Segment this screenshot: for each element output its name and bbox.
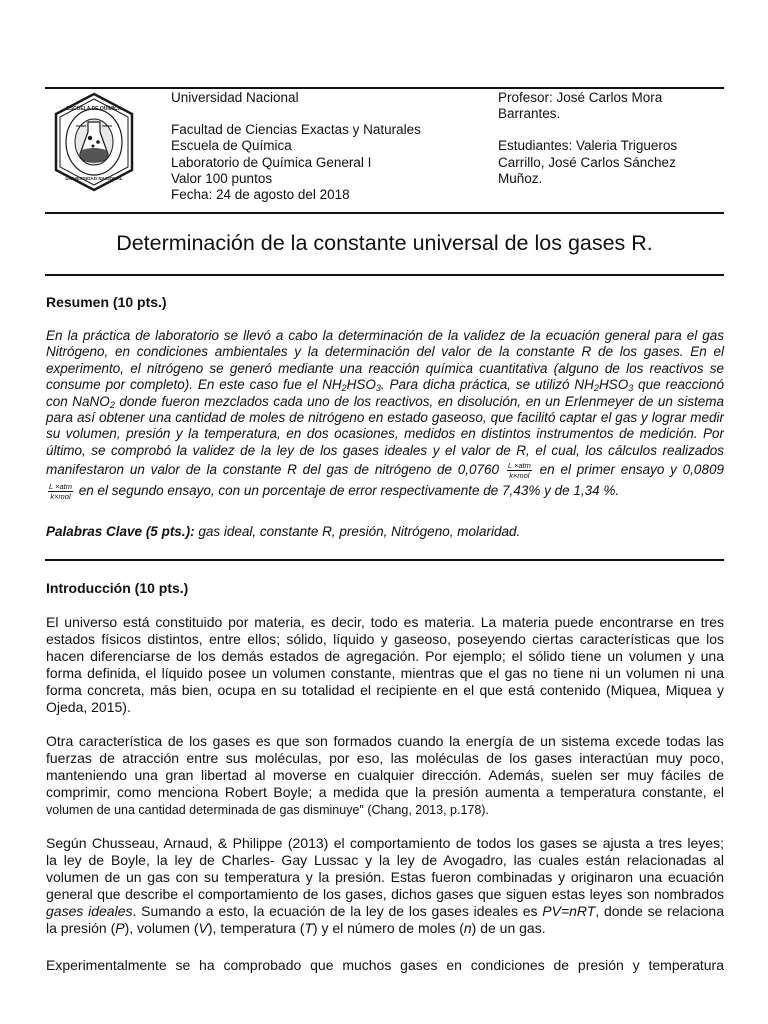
school-name: Escuela de Química [171, 138, 292, 154]
students-line-3: Muñoz. [498, 170, 543, 186]
intro-line: volumen de un gas con su temperatura y la presión. Estas fueron combinadas y originaron una ecuación [46, 868, 724, 885]
keywords-line [46, 524, 520, 539]
intro-line: Otra característica de los gases es que son formados cuando la energía de un sistema excede todas las [46, 733, 724, 749]
intro-paragraph-1 [46, 614, 724, 715]
abstract-line: para así obtener una cantidad de moles de nitrógeno en estado gaseoso, que facilitó captar el gas y lograr medir [46, 410, 724, 426]
intro-line: manteniendo una gran libertad al moverse en cualquier dirección. Además, suelen ser muy fáciles de [46, 766, 724, 783]
score-value: Valor 100 puntos [171, 170, 273, 186]
header-bottom-rule [45, 212, 724, 214]
intro-line: gases ideales. Sumando a esto, la ecuación de la ley de los gases ideales es PV=nRT, donde se relaciona [46, 902, 724, 919]
intro-line: Ojeda, 2015). [46, 698, 131, 715]
intro-line: forma concreta, más bien, ocupa en su totalidad el recipiente en el que está contenido (Miquea, Miquea y [46, 681, 724, 698]
header-institution-block [171, 90, 421, 203]
abstract-line: con NaNO$_2$ donde fueron mezclados cada uno de los reactivos, en disolución, en un Erlenmeyer de un sistema [46, 393, 724, 410]
students-line-2: Carrillo, José Carlos Sánchez [498, 154, 676, 170]
unit-fraction: $\frac{\text{L ×atm}}{\text{k×mol}}$ [49, 482, 73, 502]
title-bottom-rule [45, 274, 724, 276]
lab-name: Laboratorio de Química General I [171, 154, 372, 170]
document-title: Determinación de la constante universal de los gases R. [116, 231, 653, 255]
intro-line: comprimir, como menciona Robert Boyle; a medida que la presión aumenta a temperatura constante, el [46, 783, 724, 800]
students-line-1: Estudiantes: Valeria Trigueros [498, 138, 678, 154]
abstract-line: En la práctica de laboratorio se llevó a cabo la determinación de la validez de la ecuación general para el gas [46, 328, 724, 343]
intro-line: forma definida, el líquido posee un volumen constante, mientras que el gas no tiene ni un volumen ni una [46, 664, 724, 681]
abstract-line: experimento, el nitrógeno se generó mediante una reacción química cuantitativa (alguno de los reactivos se [46, 360, 724, 376]
intro-line: hacen diferenciarse de los demás estados de agregación. Por ejemplo; el sólido tiene un volumen y una [46, 647, 724, 664]
university-name: Universidad Nacional [171, 90, 299, 105]
intro-paragraph-3 [46, 835, 724, 936]
intro-line: Según Chusseau, Arnaud, & Philippe (2013) el comportamiento de todos los gases se ajusta a tres leyes; [46, 835, 724, 851]
keywords-label: Palabras Clave (5 pts.): [46, 524, 195, 539]
abstract-bottom-rule [45, 559, 724, 561]
abstract-heading: Resumen (10 pts.) [46, 294, 167, 310]
abstract-paragraph [46, 328, 724, 501]
faculty-name: Facultad de Ciencias Exactas y Naturales [171, 122, 421, 138]
header-people-block [498, 90, 677, 187]
intro-line: Experimentalmente se ha comprobado que muchos gases en condiciones de presión y temperatura [46, 957, 724, 973]
intro-paragraph-4 [46, 957, 724, 974]
professor-line-2: Barrantes. [498, 106, 561, 122]
abstract-line: último, se comprobó la validez de la ley de los gases ideales y el valor de R, el cual, los cálculos realizados [46, 442, 724, 458]
abstract-line: Nitrógeno, en condiciones ambientales y la determinación del valor de la constante R de los gases. En el [46, 344, 724, 360]
abstract-line: consume por completo). En este caso fue el $NH_2HSO_3$. Para dicha práctica, se utilizó $NH_2HSO_3$ que reaccionó [46, 377, 725, 394]
abstract-line: manifestaron un valor de la constante R del gas de nitrógeno de 0,0760 $\frac{\text{L ×atm}}{\text{k×mol}}$ en el primer ensayo y 0,0809 [46, 461, 724, 481]
intro-line: general que describe el comportamiento de los gases, dichos gases que siguen estas leyes son nombrados [46, 885, 724, 902]
introduction-heading: Introducción (10 pts.) [46, 580, 189, 596]
intro-paragraph-2 [46, 733, 724, 819]
svg-text:UNIVERSIDAD NACIONAL: UNIVERSIDAD NACIONAL [65, 176, 123, 181]
keywords-text: gas ideal, constante R, presión, Nitrógeno, molaridad. [194, 524, 521, 539]
intro-line: El universo está constituido por materia, es decir, todo es materia. La materia puede encontrarse en tres [46, 614, 724, 630]
professor-line-1: Profesor: José Carlos Mora [498, 90, 663, 105]
report-date: Fecha: 24 de agosto del 2018 [171, 187, 350, 203]
abstract-line: su volumen, presión y la temperatura, en dos ocasiones, medidos en distintos instrumentos de medición. Por [46, 426, 724, 442]
university-seal-logo [50, 92, 138, 192]
intro-line: la ley de Boyle, la ley de Charles- Gay Lussac y la ley de Avogadro, las cuales están relacionadas al [46, 851, 724, 868]
intro-line: fuerzas de atracción entre sus moléculas, por eso, las moléculas de los gases interactúan muy poco, [46, 749, 724, 766]
abstract-line: $\frac{\text{L ×atm}}{\text{k×mol}}$ en el segundo ensayo, con un porcentaje de error respectivamente de 7,43% y de 1,34 %. [49, 482, 620, 502]
unit-fraction: $\frac{\text{L ×atm}}{\text{k×mol}}$ [507, 461, 531, 481]
header-top-rule [45, 87, 724, 89]
intro-line: volumen de una cantidad determinada de gas disminuye" (Chang, 2013, p.178). [46, 802, 489, 817]
intro-line: estados físicos distintos, entre ellos; sólido, líquido y gaseoso, poseyendo ciertas características que los [46, 630, 724, 647]
svg-text:ESCUELA DE QUÍMICA: ESCUELA DE QUÍMICA [66, 106, 122, 112]
intro-line: la presión (P), volumen (V), temperatura (T) y el número de moles (n) de un gas. [46, 919, 546, 936]
